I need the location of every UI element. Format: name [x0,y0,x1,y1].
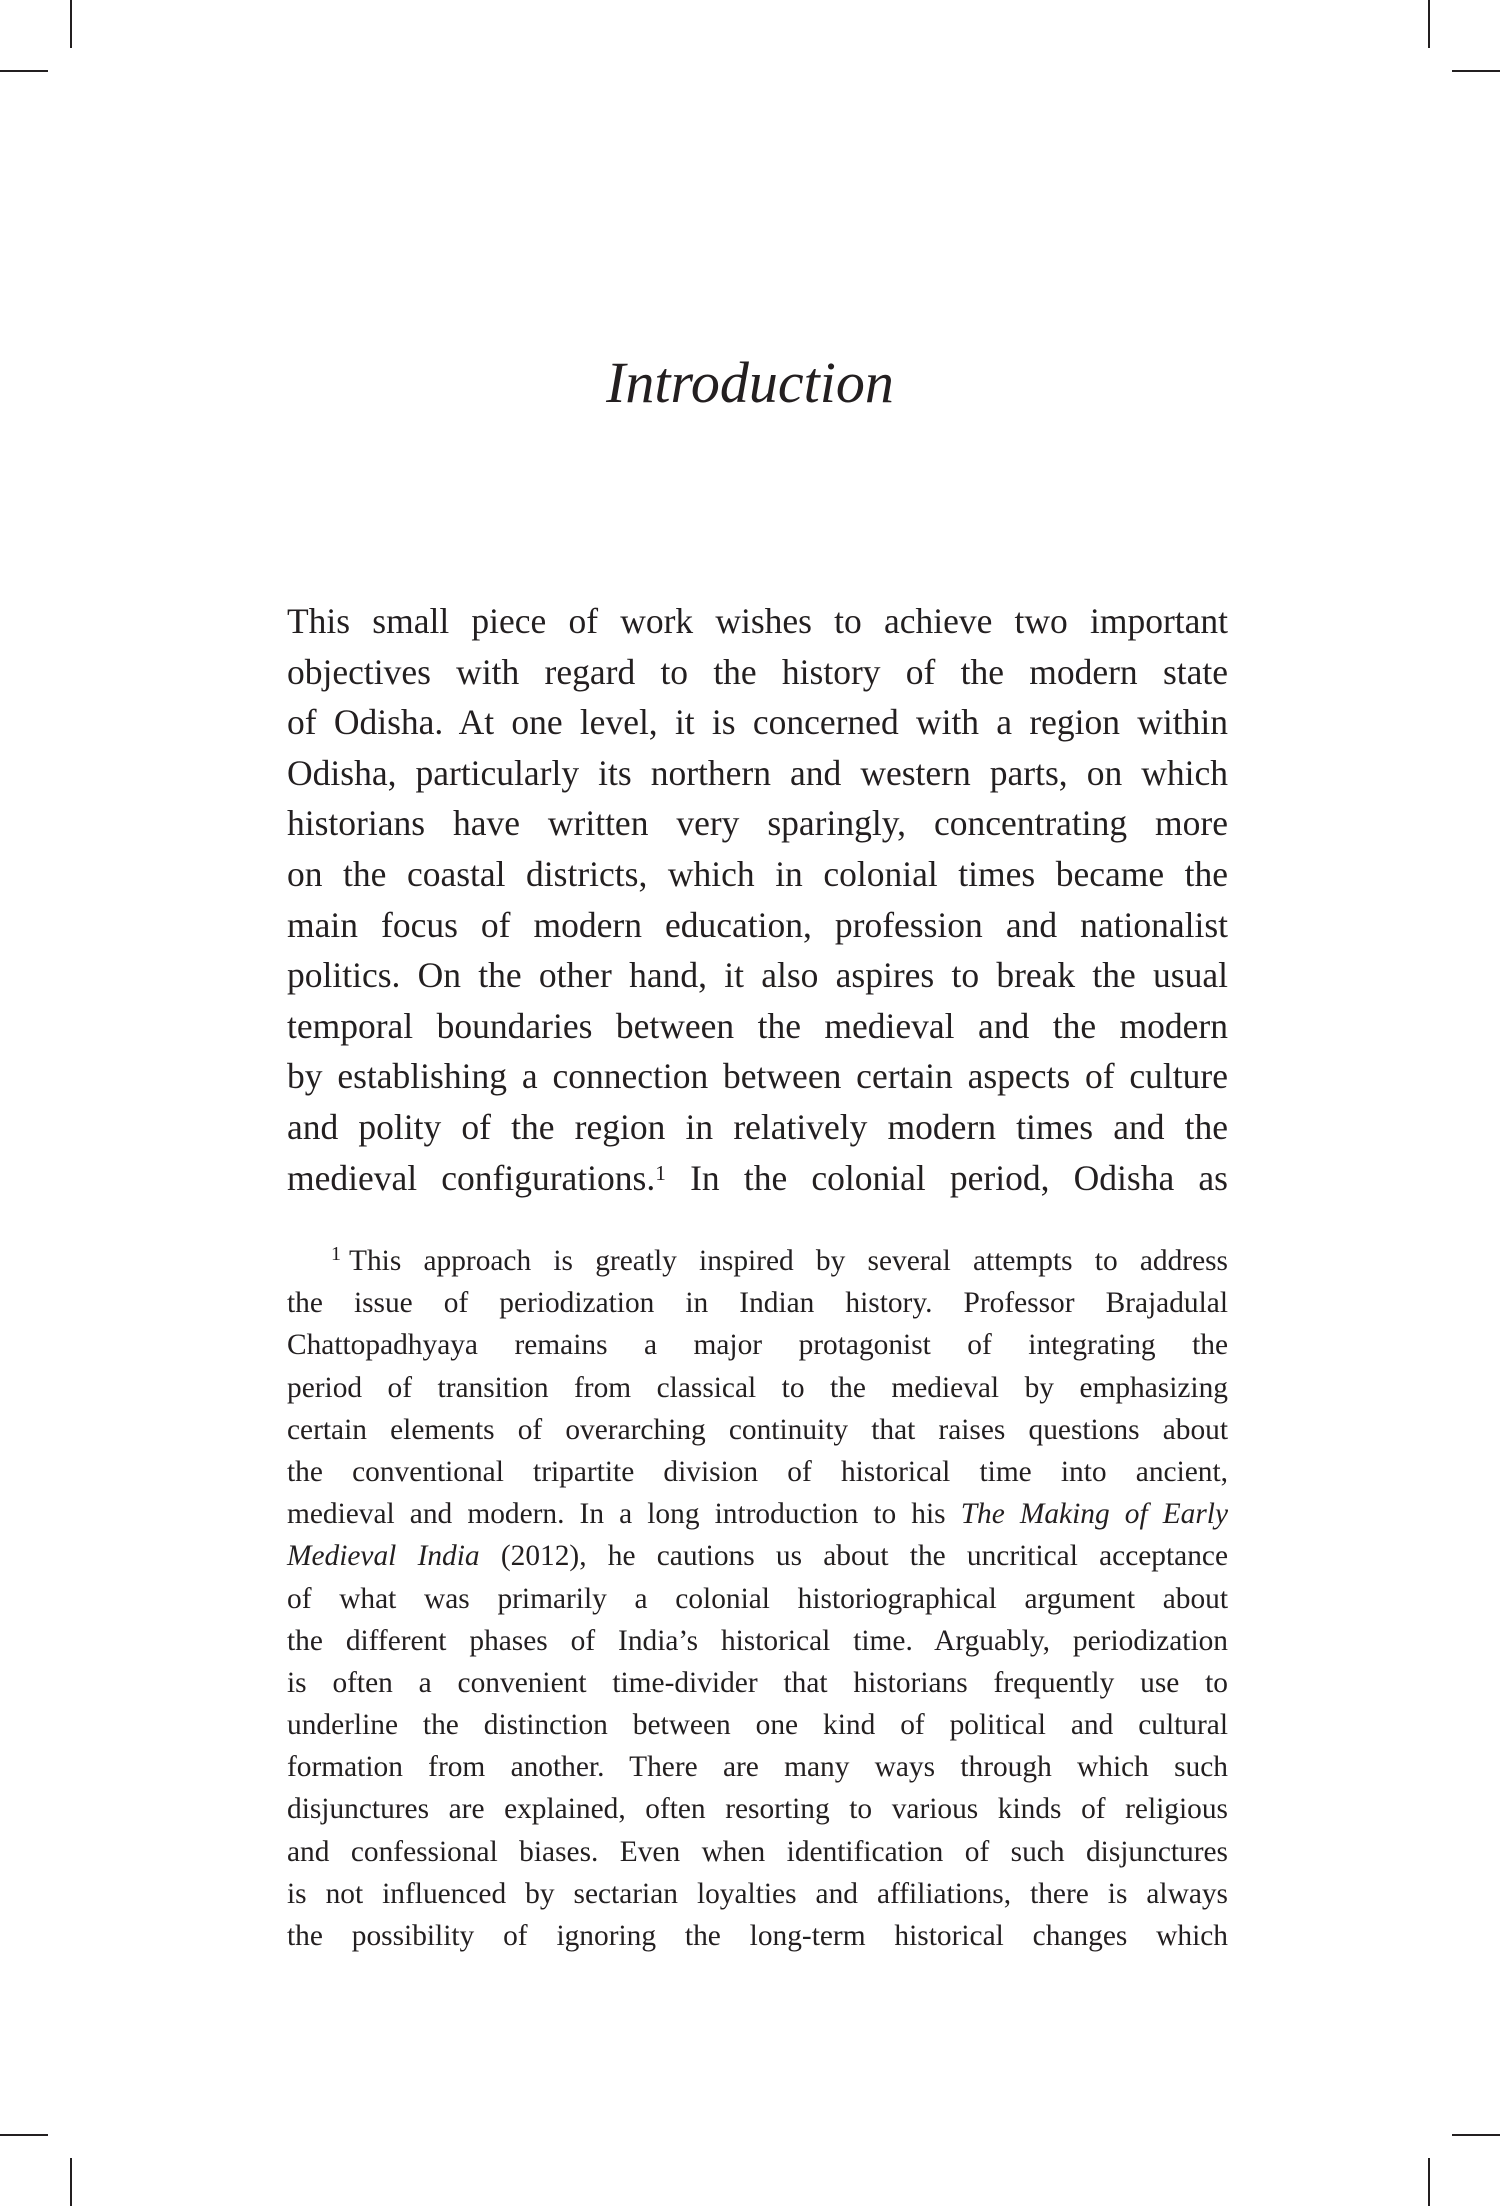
body-line: objectives with regard to the history of the modern state [287,651,1228,692]
body-line: politics. On the other hand, it also aspires to break the usual [287,955,1228,996]
footnote-text-segment: This approach is greatly inspired by several attempts to address [349,1245,1228,1277]
body-line: temporal boundaries between the medieval and the modern [287,1005,1228,1046]
crop-mark-bottom-left-vertical [70,2158,72,2206]
footnote-line: the conventional tripartite division of historical time into ancient, [287,1455,1228,1488]
body-paragraph [287,596,1228,1203]
crop-mark-bottom-left-horizontal [0,2134,48,2136]
crop-mark-top-left-vertical [70,0,72,48]
footnote-line: the possibility of ignoring the long-term historical changes which [287,1920,1228,1952]
footnote-line: Chattopadhyaya remains a major protagonist of integrating the [287,1329,1228,1362]
crop-mark-top-left-horizontal [0,70,48,72]
crop-mark-top-right-horizontal [1452,70,1500,72]
book-title-italic: The Making of Early [960,1498,1228,1531]
footnote-line: the issue of periodization in Indian history. Professor Brajadulal [287,1287,1228,1320]
body-line: by establishing a connection between certain aspects of culture [287,1056,1228,1097]
body-line: main focus of modern education, profession and nationalist [287,904,1228,945]
footnote-reference: 1 [655,1160,666,1185]
footnote-line: certain elements of overarching continuity that raises questions about [287,1413,1228,1446]
footnote-line: underline the distinction between one kind of political and cultural [287,1709,1228,1742]
footnote-text-segment: (2012), he cautions us about the uncritical acceptance [479,1540,1228,1573]
footnote-line: is not influenced by sectarian loyalties and affiliations, there is always [287,1877,1228,1910]
body-text-segment: In the colonial period, Odisha as [665,1157,1228,1198]
footnote-line: is often a convenient time-divider that historians frequently use to [287,1666,1228,1699]
body-line: Odisha, particularly its northern and western parts, on which [287,752,1228,793]
body-text-segment: medieval configurations. [287,1157,656,1198]
crop-mark-bottom-right-horizontal [1452,2134,1500,2136]
body-line: on the coastal districts, which in colonial times became the [287,853,1228,894]
footnote-line: period of transition from classical to the medieval by emphasizing [287,1371,1228,1404]
body-line: This small piece of work wishes to achieve two important [287,601,1228,641]
body-line: historians have written very sparingly, concentrating more [287,803,1228,844]
footnote-text-segment: medieval and modern. In a long introduction to his [287,1498,961,1531]
crop-mark-top-right-vertical [1428,0,1430,48]
crop-mark-bottom-right-vertical [1428,2158,1430,2206]
footnote-line [287,1493,1228,1535]
footnote-line [287,1240,1228,1282]
footnote-line [287,1535,1228,1577]
footnote-line: of what was primarily a colonial historiographical argument about [287,1582,1228,1615]
body-line-last [287,1153,1228,1204]
chapter-title: Introduction [606,350,894,415]
footnote [287,1240,1228,1957]
footnote-line: and confessional biases. Even when identification of such disjunctures [287,1835,1228,1868]
footnote-marker: 1 [331,1243,341,1265]
footnote-line: the different phases of India’s historical time. Arguably, periodization [287,1624,1228,1657]
book-title-italic: Medieval India [287,1540,480,1573]
footnote-line: disjunctures are explained, often resorting to various kinds of religious [287,1793,1228,1826]
footnote-line: formation from another. There are many ways through which such [287,1751,1228,1784]
body-line: of Odisha. At one level, it is concerned with a region within [287,702,1228,743]
body-line: and polity of the region in relatively modern times and the [287,1106,1228,1147]
